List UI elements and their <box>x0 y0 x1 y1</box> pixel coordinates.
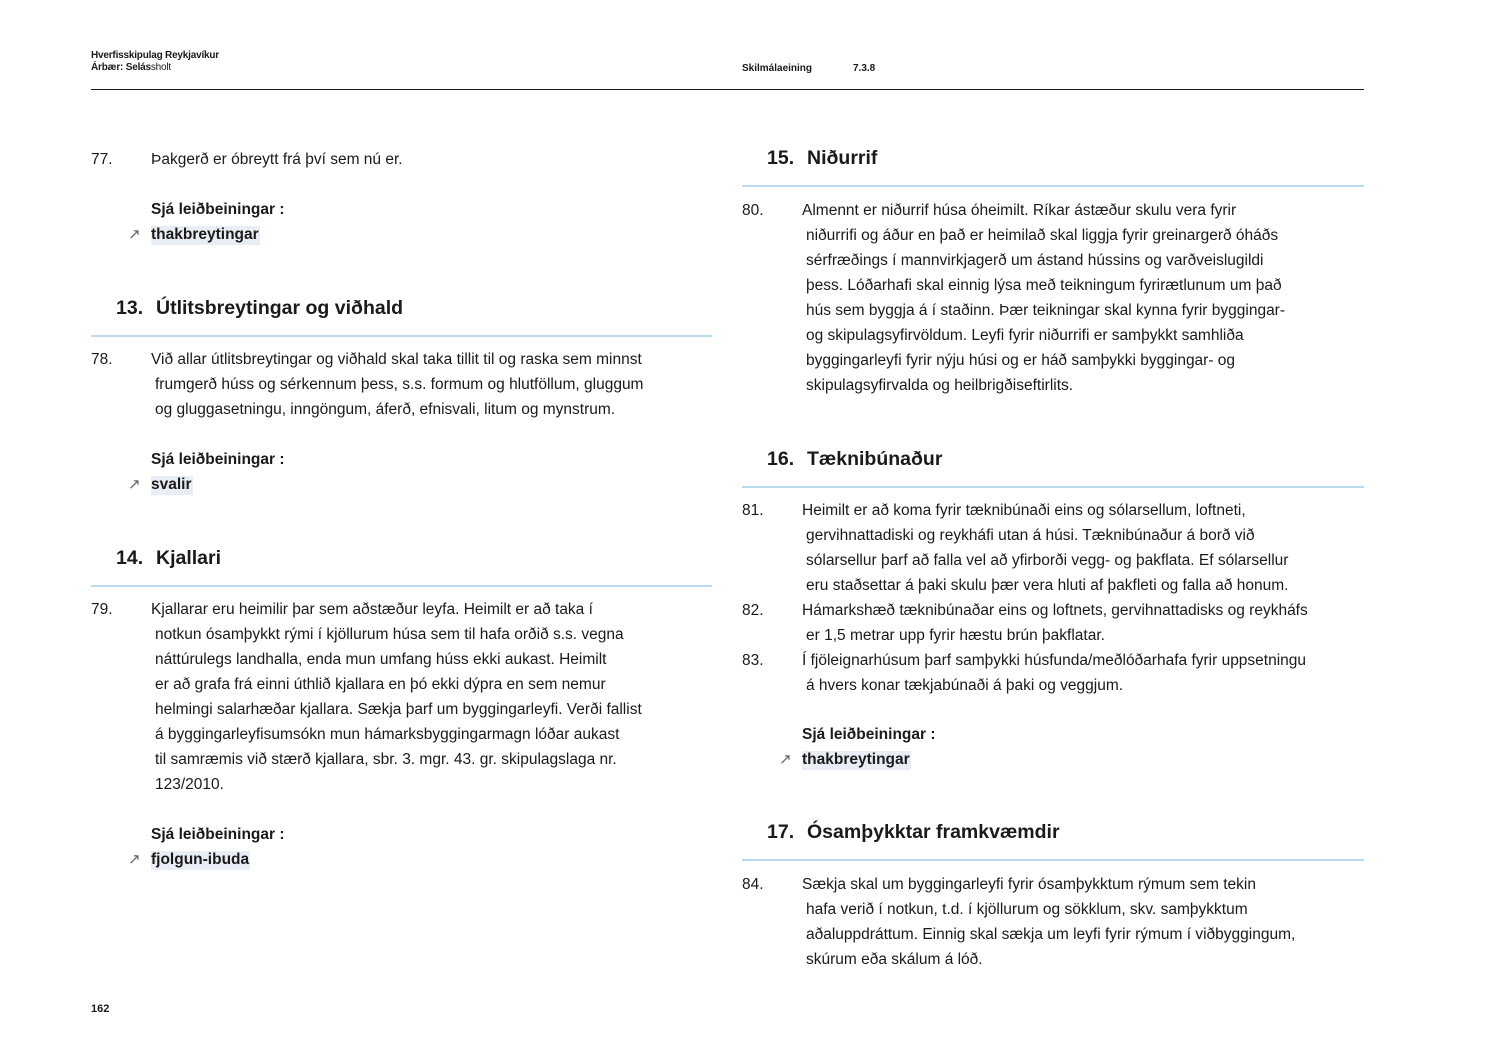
paragraph-line: niðurrifi og áður en það er heimilað skal liggja fyrir greinargerð óháðs <box>806 227 1279 244</box>
document-subtitle <box>91 62 219 74</box>
external-link-arrow-icon: ↗ <box>128 851 141 868</box>
page-number: 162 <box>91 1003 110 1015</box>
paragraph-line: sólarsellur þarf að falla vel að yfirborði vegg- og þakflata. Ef sólarsellur <box>806 552 1289 569</box>
paragraph-line: byggingarleyfi fyrir nýju húsi og er háð samþykki byggingar- og <box>806 352 1236 369</box>
paragraph-line: gervihnattadiski og reykháfi utan á húsi. Tæknibúnaður á borð við <box>806 527 1255 544</box>
guidelines-label: Sjá leiðbeiningar : <box>151 826 285 843</box>
paragraph-line: hafa verið í notkun, t.d. í kjöllurum og sökklum, skv. samþykktum <box>806 901 1248 918</box>
section-heading-title: Tæknibúnaður <box>807 448 943 470</box>
guidelines-link[interactable]: svalir <box>151 476 192 493</box>
external-link-arrow-icon: ↗ <box>128 476 141 493</box>
section-heading-title: Kjallari <box>156 547 222 569</box>
guidelines-link[interactable]: thakbreytingar <box>151 226 259 243</box>
paragraph-line: og skipulagsyfirvöldum. Leyfi fyrir niðurrifi er samþykkt samhliða <box>806 327 1244 344</box>
section-heading-number: 14. <box>116 547 144 569</box>
paragraph-line: 123/2010. <box>155 776 224 793</box>
paragraph-83 <box>742 648 1364 698</box>
guidelines-label: Sjá leiðbeiningar : <box>151 201 285 218</box>
section-heading-number: 17. <box>767 821 795 843</box>
section-heading-number: 13. <box>116 297 144 319</box>
guidelines-77 <box>91 197 712 247</box>
section-heading-13 <box>91 297 712 337</box>
paragraph-number: 84. <box>742 876 764 893</box>
paragraph-number: 77. <box>91 151 113 168</box>
paragraph-line: til samræmis við stærð kjallara, sbr. 3. mgr. 43. gr. skipulagslaga nr. <box>155 751 617 768</box>
subtitle-suffix: sholt <box>150 62 171 73</box>
document-title: Hverfisskipulag Reykjavíkur <box>91 50 219 61</box>
external-link-arrow-icon: ↗ <box>128 226 141 243</box>
paragraph-text <box>151 597 712 797</box>
paragraph-line: skipulagsyfirvalda og heilbrigðiseftirlits. <box>806 377 1074 394</box>
guidelines-79 <box>91 822 712 872</box>
paragraph-line: hús sem byggja á í staðinn. Þær teikningar skal kynna fyrir byggingar- <box>806 302 1286 319</box>
section-heading-14 <box>91 547 712 587</box>
paragraph-84 <box>742 872 1364 972</box>
guidelines-label: Sjá leiðbeiningar : <box>151 451 285 468</box>
paragraph-number: 80. <box>742 202 764 219</box>
section-heading-title: Niðurrif <box>807 147 878 169</box>
guidelines-83 <box>742 722 1364 772</box>
section-heading-title: Ósamþykktar framkvæmdir <box>807 821 1060 843</box>
subtitle-prefix: Árbær: <box>91 62 124 73</box>
document-header <box>91 50 219 74</box>
paragraph-number: 78. <box>91 351 113 368</box>
paragraph-80 <box>742 198 1364 398</box>
paragraph-line: Sækja skal um byggingarleyfi fyrir ósamþykktum rýmum sem tekin <box>802 876 1256 893</box>
paragraph-line: Í fjöleignarhúsum þarf samþykki húsfunda/meðlóðarhafa fyrir uppsetningu <box>802 652 1307 669</box>
paragraph-line: þess. Lóðarhafi skal einnig lýsa með teikningum fyrirætlunum um það <box>806 277 1282 294</box>
paragraph-77 <box>91 147 712 172</box>
paragraph-line: er 1,5 metrar upp fyrir hæstu brún þakflatar. <box>806 627 1105 644</box>
paragraph-line: og gluggasetningu, inngöngum, áferð, efnisvali, litum og mynstrum. <box>155 401 616 418</box>
section-heading-17 <box>742 821 1364 861</box>
paragraph-line: Hámarkshæð tæknibúnaðar eins og loftnets, gervihnattadisks og reykháfs <box>802 602 1308 619</box>
paragraph-line: notkun ósamþykkt rými í kjöllurum húsa sem til hafa orðið s.s. vegna <box>155 626 624 643</box>
paragraph-line: á byggingarleyfisumsókn mun hámarksbyggingarmagn lóðar aukast <box>155 726 620 743</box>
guidelines-link[interactable]: fjolgun-ibuda <box>151 851 250 868</box>
paragraph-79 <box>91 597 712 797</box>
subtitle-place: Selás <box>125 62 151 73</box>
paragraph-text <box>802 872 1364 972</box>
section-heading-title: Útlitsbreytingar og viðhald <box>156 297 404 319</box>
paragraph-number: 79. <box>91 601 113 618</box>
paragraph-text <box>151 147 712 172</box>
paragraph-line: Við allar útlitsbreytingar og viðhald skal taka tillit til og raska sem minnst <box>151 351 642 368</box>
section-heading-15 <box>742 147 1364 187</box>
guidelines-link-row <box>742 747 1364 772</box>
guidelines-link[interactable]: thakbreytingar <box>802 751 910 768</box>
section-label: Skilmálaeining <box>742 63 813 74</box>
guidelines-link-row <box>91 847 712 872</box>
paragraph-line: helmingi salarhæðar kjallara. Sækja þarf um byggingarleyfi. Verði fallist <box>155 701 642 718</box>
paragraph-line: náttúrulegs landhalla, enda mun umfang húss ekki aukast. Heimilt <box>155 651 607 668</box>
paragraph-text <box>802 198 1364 398</box>
paragraph-number: 82. <box>742 602 764 619</box>
header-divider <box>91 89 1364 90</box>
paragraph-number: 83. <box>742 652 764 669</box>
paragraph-text <box>802 598 1364 648</box>
paragraph-line: frumgerð húss og sérkennum þess, s.s. formum og hlutföllum, gluggum <box>155 376 644 393</box>
paragraph-81 <box>742 498 1364 598</box>
paragraph-78 <box>91 347 712 422</box>
paragraph-line: Heimilt er að koma fyrir tæknibúnaði eins og sólarsellum, loftneti, <box>802 502 1246 519</box>
paragraph-line: Þakgerð er óbreytt frá því sem nú er. <box>151 151 403 168</box>
paragraph-line: á hvers konar tækjabúnaði á þaki og veggjum. <box>806 677 1124 694</box>
paragraph-line: skúrum eða skálum á lóð. <box>806 951 983 968</box>
paragraph-line: eru staðsettar á þaki skulu þær vera hluti af þakfleti og falla að honum. <box>806 577 1289 594</box>
paragraph-line: er að grafa frá einni úthlið kjallara en þó ekki dýpra en sem nemur <box>155 676 606 693</box>
paragraph-text <box>802 498 1364 598</box>
paragraph-line: Kjallarar eru heimilir þar sem aðstæður leyfa. Heimilt er að taka í <box>151 601 593 618</box>
guidelines-link-row <box>91 222 712 247</box>
paragraph-number: 81. <box>742 502 764 519</box>
guidelines-link-row <box>91 472 712 497</box>
section-heading-16 <box>742 448 1364 488</box>
section-heading-number: 15. <box>767 147 795 169</box>
paragraph-line: aðaluppdráttum. Einnig skal sækja um leyfi fyrir rýmum í viðbyggingum, <box>806 926 1296 943</box>
guidelines-label: Sjá leiðbeiningar : <box>802 726 936 743</box>
paragraph-text <box>151 347 712 422</box>
external-link-arrow-icon: ↗ <box>779 751 792 768</box>
paragraph-text <box>802 648 1364 698</box>
section-heading-number: 16. <box>767 448 795 470</box>
guidelines-78 <box>91 447 712 497</box>
section-number: 7.3.8 <box>853 63 876 74</box>
paragraph-line: Almennt er niðurrif húsa óheimilt. Ríkar ástæður skulu vera fyrir <box>802 202 1237 219</box>
paragraph-line: sérfræðings í mannvirkjagerð um ástand hússins og varðveislugildi <box>806 252 1264 269</box>
paragraph-82 <box>742 598 1364 648</box>
